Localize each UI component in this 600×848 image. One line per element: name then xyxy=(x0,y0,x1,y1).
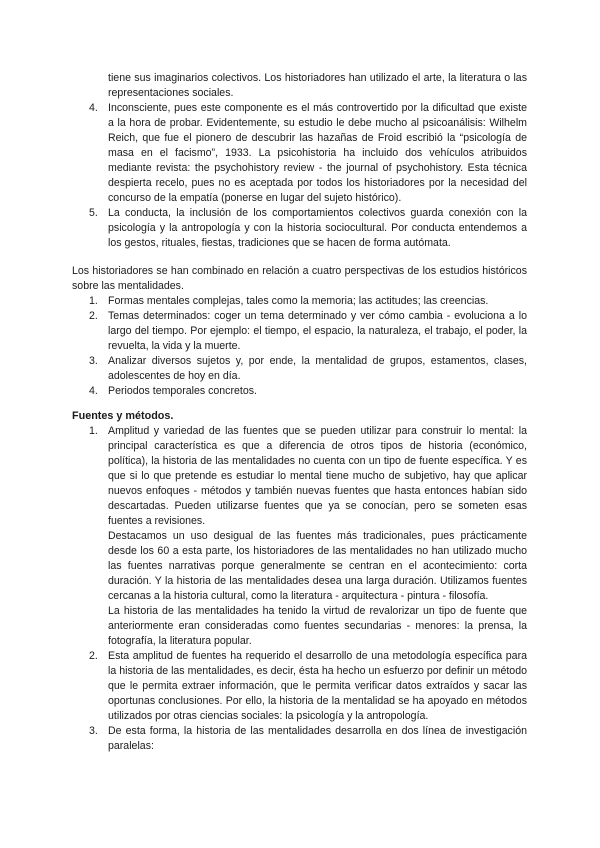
list-item xyxy=(72,206,527,251)
list-item xyxy=(72,384,527,399)
list-number: 2. xyxy=(89,650,98,662)
list-perspectives xyxy=(72,294,527,399)
list-item-text: Inconsciente, pues este componente es el más controvertido por la dificultad que existe a la hora de probar. Evidentemente, su estudio le debe mucho al psicoanálisis: Wilhelm Reich, que fue el pionero de descubrir las hazañas de Froid escribió la “psicología de masa en el facismo”, 1933. La psicohistoria ha incluido dos vehículos atribuidos mediante revista: the psychohistory review - the journal of psychohistory. Esta técnica despierta recelo, pues no es aceptada por todos los historiadores por la necesidad del concurso de la empatía (ponerse en lugar del sujeto histórico). xyxy=(108,102,527,204)
list-item xyxy=(72,101,527,206)
list-item xyxy=(72,294,527,309)
list-sources-methods xyxy=(72,424,527,754)
list-item-paragraph: Esta amplitud de fuentes ha requerido el desarrollo de una metodología específica para la historia de las mentalidades, es decir, ésta ha hecho un esfuerzo por definir un método que le permita extraer información, que le permita verificar datos extraídos y sacar las oportunas conclusiones. Por ello, la historia de la mentalidad se ha apoyado en métodos utilizados por otras ciencias sociales: la psicología y la antropología. xyxy=(108,650,527,722)
list-item-paragraph: La historia de las mentalidades ha tenido la virtud de revalorizar un tipo de fuente que anteriormente eran consideradas como fuentes secundarias - menores: la prensa, la fotografía, la literatura popular. xyxy=(108,605,527,647)
list-item-text: Periodos temporales concretos. xyxy=(108,385,257,397)
list-item xyxy=(72,354,527,384)
list-item xyxy=(72,724,527,754)
list-item xyxy=(72,424,527,649)
list-mental-components xyxy=(72,101,527,251)
list-number: 4. xyxy=(89,385,98,397)
list-number: 4. xyxy=(89,102,98,114)
section-heading: Fuentes y métodos. xyxy=(72,410,174,422)
list-item xyxy=(72,309,527,354)
list-item-paragraph: Amplitud y variedad de las fuentes que se pueden utilizar para construir lo mental: la principal característica es que a diferencia de otros tipos de historia (económico, política), la historia de las mentalidades no cuenta con un tipo de fuente específica. Y es que si lo que pretende es estudiar lo mental tiene mucho de subjetivo, hay que aplicar nuevos enfoques - métodos y también nuevas fuentes que hasta entonces habían sido descartadas. Pueden utilizarse fuentes que ya se conocían, pero se someten esas fuentes a revisiones. xyxy=(108,425,527,527)
continuation-paragraph: tiene sus imaginarios colectivos. Los historiadores han utilizado el arte, la literatura o las representaciones sociales. xyxy=(108,72,527,99)
list-number: 5. xyxy=(89,207,98,219)
list-item-paragraph: Destacamos un uso desigual de las fuentes más tradicionales, pues prácticamente desde los 60 a esta parte, los historiadores de las mentalidades no han utilizado mucho las fuentes narrativas porque generalmente se centran en el acontecimiento: corta duración. Y la historia de las mentalidades desea una larga duración. Utilizamos fuentes cercanas a la historia cultural, como la literatura - arquitectura - pintura - filosofía. xyxy=(108,530,527,602)
list-item xyxy=(72,649,527,724)
list-number: 3. xyxy=(89,725,98,737)
list-item-text: Analizar diversos sujetos y, por ende, la mentalidad de grupos, estamentos, clases, adolescentes de hoy en día. xyxy=(108,355,527,382)
list-number: 1. xyxy=(89,425,98,437)
intro-paragraph: Los historiadores se han combinado en relación a cuatro perspectivas de los estudios históricos sobre las mentalidades. xyxy=(72,265,527,292)
list-item-text: La conducta, la inclusión de los comportamientos colectivos guarda conexión con la psicología y la antropología y con la historia sociocultural. Por conducta entendemos a los gestos, rituales, fiestas, tradiciones que se hacen de forma autómata. xyxy=(108,207,527,249)
list-item-text: Temas determinados: coger un tema determinado y ver cómo cambia - evoluciona a lo largo del tiempo. Por ejemplo: el tiempo, el espacio, la naturaleza, el trabajo, el poder, la revuelta, la vida y la muerte. xyxy=(108,310,527,352)
list-item-text: Formas mentales complejas, tales como la memoria; las actitudes; las creencias. xyxy=(108,295,489,307)
list-number: 3. xyxy=(89,355,98,367)
list-number: 2. xyxy=(89,310,98,322)
list-item-paragraph: De esta forma, la historia de las mentalidades desarrolla en dos línea de investigación paralelas: xyxy=(108,725,527,752)
list-number: 1. xyxy=(89,295,98,307)
